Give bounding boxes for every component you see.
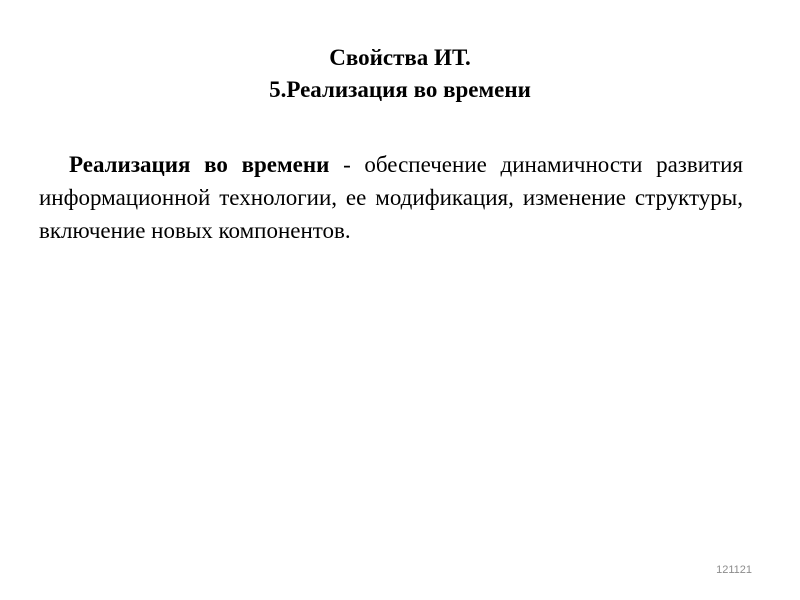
title-line-1: Свойства ИТ.: [329, 45, 471, 70]
definition-separator: -: [329, 152, 365, 177]
definition-term: Реализация во времени: [69, 152, 330, 177]
title-line-2: 5.Реализация во времени: [269, 77, 531, 102]
definition-text: обеспечение динамичности развития информационной технологии, ее модификация, изменение структуры, включение новых компонентов.: [39, 152, 743, 243]
definition-paragraph: [39, 148, 743, 247]
slide-title: [0, 42, 800, 106]
page-number: 121121: [716, 564, 752, 576]
